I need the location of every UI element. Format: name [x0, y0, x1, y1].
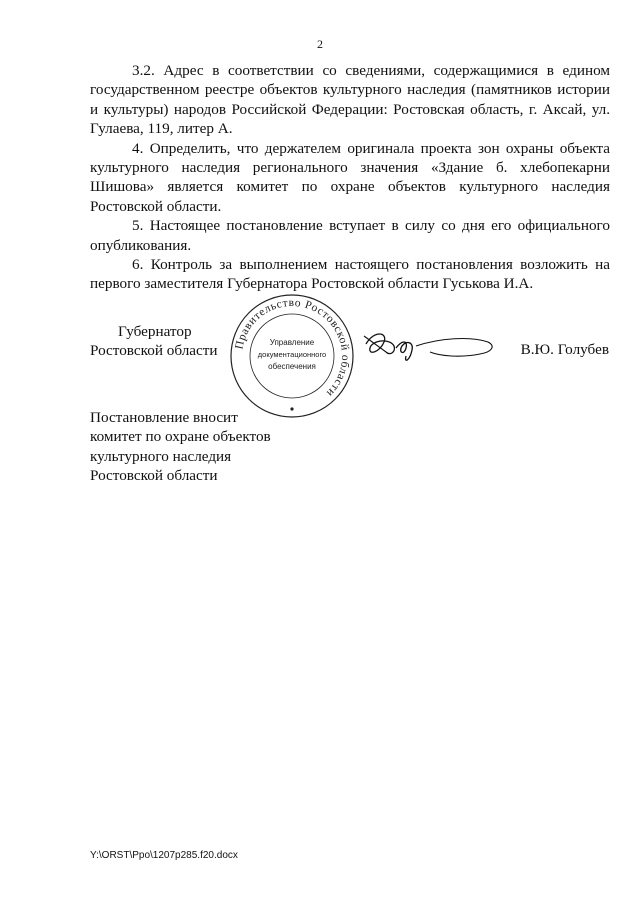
submitter-note-line2: комитет по охране объектов [90, 428, 271, 446]
paragraph-5: 5. Настоящее постановление вступает в силу со дня его официального опубликования. [90, 217, 610, 254]
paragraph-3-2: 3.2. Адрес в соответствии со сведениями, содержащимися в едином государственном реестре объектов культурного наследия (памятников истории и культуры) народов Российской Федерации: Ростовская область, г. Аксай, ул. Гулаева, 119, литер А. [90, 62, 610, 138]
page-number: 2 [317, 37, 323, 51]
paragraph-6: 6. Контроль за выполнением настоящего постановления возложить на первого заместителя Губернатора Ростовской области Гуськова И.А. [90, 256, 610, 293]
paragraph-4: 4. Определить, что держателем оригинала проекта зон охраны объекта культурного наследия регионального значения «Здание б. хлебопекарни Шишова» является комитет по охране объектов культурного наследия Ростовской области. [90, 139, 610, 215]
file-path-footer: Y:\ORST\Ppo\1207p285.f20.docx [90, 850, 238, 861]
submitter-note-line1: Постановление вносит [90, 409, 238, 426]
signer-name: В.Ю. Голубев [520, 341, 609, 358]
submitter-note-line3: культурного наследия [90, 447, 232, 465]
document-body [90, 61, 610, 294]
official-seal [228, 292, 356, 420]
seal-inner-line1: Управление [269, 338, 315, 347]
seal-outer-text: Правительство Ростовской области [233, 296, 352, 400]
handwritten-signature [360, 322, 500, 372]
seal-inner-line3: обеспечения [268, 362, 316, 371]
submitter-note-line4: Ростовской области [90, 467, 218, 485]
seal-inner-line2: документационного [257, 350, 327, 359]
signatory-title [90, 322, 220, 361]
signatory-title-line1: Губернатор [118, 323, 192, 340]
submitter-note [90, 408, 350, 486]
signatory-title-line2: Ростовской области [90, 342, 218, 360]
